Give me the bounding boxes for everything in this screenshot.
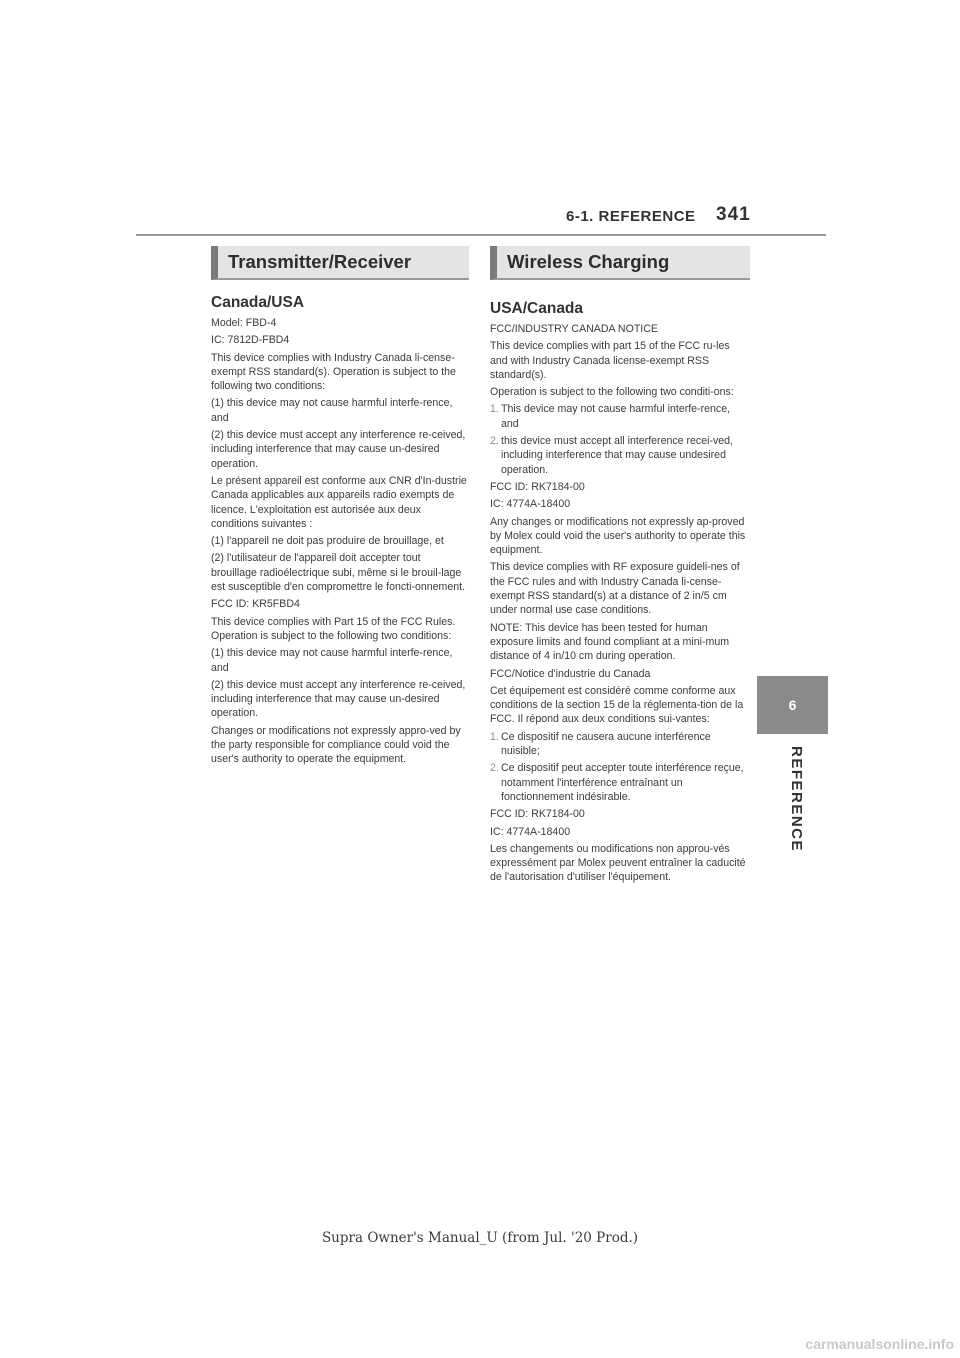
paragraph: Model: FBD-4 [211, 317, 277, 329]
page-footer: Supra Owner's Manual_U (from Jul. '20 Prod.) [321, 1230, 639, 1246]
paragraph: (2) this device must accept any interference re-ceived, including interference that may cause un-desired operation. [211, 678, 466, 720]
list-text: this device must accept all interference recei-ved, including interference that may cause undesired operation. [501, 435, 733, 476]
left-body [211, 316, 469, 767]
chapter-tab-label: REFERENCE [788, 746, 805, 853]
section-bar-transmitter [211, 246, 469, 280]
right-column [490, 246, 750, 888]
paragraph: Les changements ou modifications non approu-vés expressément par Molex peuvent entraîner la caducité de l'autorisation d'utiliser l'équipement. [490, 842, 746, 884]
header-rule [136, 234, 826, 236]
paragraph: This device complies with Industry Canada li-cense-exempt RSS standard(s). Operation is subject to the following two conditions: [211, 351, 456, 393]
paragraph: Any changes or modifications not expressly ap-proved by Molex could void the user's authority to operate this equipment. [490, 515, 746, 557]
paragraph: This device complies with Part 15 of the FCC Rules. Operation is subject to the following two conditions: [211, 615, 456, 642]
paragraph: (2) this device must accept any interference re-ceived, including interference that may cause un-desired operation. [211, 429, 466, 470]
paragraph: FCC ID: KR5FBD4 [211, 598, 300, 611]
list-item [490, 402, 750, 431]
paragraph: Changes or modifications not expressly appro-ved by the party responsible for compliance could void the user's authority to operate the equipment. [211, 724, 461, 766]
list-number: 1. [490, 730, 499, 743]
subheading-usa-canada: USA/Canada [490, 300, 584, 317]
paragraph: FCC ID: RK7184-00 [490, 480, 585, 493]
header-page-number: 341 [716, 204, 751, 225]
subheading-canada-usa: Canada/USA [211, 294, 305, 311]
paragraph: FCC/Notice d'industrie du Canada [490, 667, 651, 680]
section-bar-wireless-charging [490, 246, 750, 280]
paragraph: This device complies with RF exposure guideli-nes of the FCC rules and with Industry Canada li-cense-exempt RSS standard(s) at a distance of 2 in/5 cm under normal use case conditions. [490, 561, 740, 617]
list-number: 2. [490, 435, 499, 448]
list-item [490, 730, 750, 759]
watermark-text: carmanualsonline.info [805, 1336, 954, 1352]
paragraph: IC: 7812D-FBD4 [211, 334, 290, 347]
paragraph: (1) this device may not cause harmful interfe-rence, and [211, 397, 453, 424]
paragraph: FCC ID: RK7184-00 [490, 808, 585, 821]
list-number: 1. [490, 403, 499, 416]
left-column [211, 246, 469, 770]
paragraph: Cet équipement est considéré comme conforme aux conditions de la section 15 de la réglementa-tion de la FCC. Il répond aux deux conditions sui-vantes: [490, 684, 744, 726]
paragraph: NOTE: This device has been tested for human exposure limits and found compliant at a mini-mum distance of 4 in/10 cm during operation. [490, 621, 730, 663]
paragraph: (2) l'utilisateur de l'appareil doit accepter tout brouillage radioélectrique subi, même si le brouil-lage est susceptible d'en compromettre le foncti-onnement. [211, 552, 466, 594]
list-number: 2. [490, 762, 499, 775]
list-text: This device may not cause harmful interfe-rence, and [501, 403, 731, 430]
paragraph: FCC/INDUSTRY CANADA NOTICE [490, 323, 658, 335]
header-section-title: 6-1. REFERENCE [566, 208, 696, 225]
paragraph: This device complies with part 15 of the FCC ru-les and with Industry Canada license-exempt RSS standard(s). [490, 340, 730, 381]
paragraph: (1) this device may not cause harmful interfe-rence, and [211, 647, 453, 674]
list-text: Ce dispositif peut accepter toute interférence reçue, notamment l'interférence entraînant un fonctionnement indésirable. [501, 762, 744, 803]
paragraph: IC: 4774A-18400 [490, 498, 571, 511]
section-title: Transmitter/Receiver [228, 251, 412, 272]
paragraph: IC: 4774A-18400 [490, 825, 571, 838]
paragraph: Operation is subject to the following two conditi-ons: [490, 386, 734, 399]
list-item [490, 761, 750, 804]
section-title: Wireless Charging [507, 251, 670, 272]
chapter-tab-number: 6 [757, 676, 828, 734]
list-item [490, 434, 750, 477]
list-text: Ce dispositif ne causera aucune interférence nuisible; [501, 730, 711, 758]
paragraph: Le présent appareil est conforme aux CNR d'In-dustrie Canada applicables aux appareils radio exempts de licence. L'exploitation est autorisée aux deux conditions suivantes : [211, 474, 467, 530]
paragraph: (1) l'appareil ne doit pas produire de brouillage, et [211, 535, 444, 548]
